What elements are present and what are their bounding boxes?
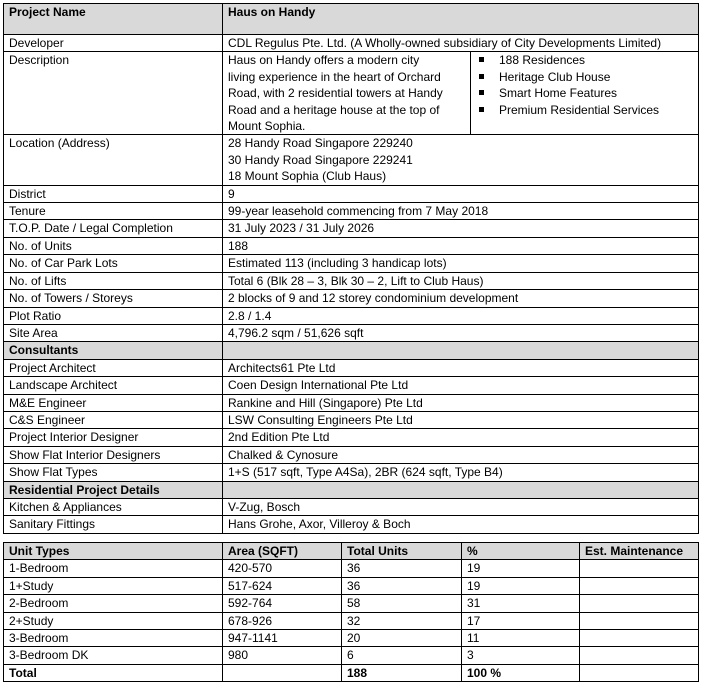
- detail-value: 2 blocks of 9 and 12 storey condominium development: [223, 290, 699, 307]
- description-line: living experience in the heart of Orchard: [228, 69, 441, 84]
- total-units-cell: 6: [342, 647, 462, 664]
- developer-row: [4, 35, 699, 52]
- area-cell: 678-926: [223, 612, 342, 629]
- consultant-row: [4, 446, 699, 463]
- consultant-value: Chalked & Cynosure: [223, 446, 699, 463]
- developer-value: CDL Regulus Pte. Ltd. (A Wholly-owned subsidiary of City Developments Limited): [223, 35, 699, 52]
- consultants-section-label: Consultants: [4, 342, 223, 359]
- detail-row: [4, 307, 699, 324]
- detail-row: [4, 185, 699, 202]
- location-row: [4, 135, 699, 185]
- percent-header: %: [462, 543, 580, 560]
- location-line: 30 Handy Road Singapore 229241: [228, 152, 413, 167]
- detail-value: Total 6 (Blk 28 – 3, Blk 30 – 2, Lift to Club Haus): [223, 272, 699, 289]
- consultant-value: Architects61 Pte Ltd: [223, 359, 699, 376]
- consultant-value: 2nd Edition Pte Ltd: [223, 429, 699, 446]
- percent-cell: 17: [462, 612, 580, 629]
- consultant-label: Show Flat Types: [4, 464, 223, 481]
- description-bullets: [470, 52, 698, 134]
- percent-cell: 3: [462, 647, 580, 664]
- bullet-item: Heritage Club House: [477, 69, 698, 85]
- residential-row: [4, 498, 699, 515]
- unit-type-cell: 2-Bedroom: [4, 595, 223, 612]
- consultant-row: [4, 411, 699, 428]
- detail-value: Estimated 113 (including 3 handicap lots): [223, 255, 699, 272]
- consultants-section-row: [4, 342, 699, 359]
- developer-label: Developer: [4, 35, 223, 52]
- consultant-value: 1+S (517 sqft, Type A4Sa), 2BR (624 sqft, Type B4): [223, 464, 699, 481]
- project-details-table: [3, 3, 699, 534]
- total-units-value: 188: [342, 664, 462, 681]
- detail-value: 188: [223, 237, 699, 254]
- area-cell: 980: [223, 647, 342, 664]
- table-row: [4, 595, 699, 612]
- maintenance-cell: [580, 612, 699, 629]
- total-units-cell: 36: [342, 560, 462, 577]
- maintenance-cell: [580, 560, 699, 577]
- maintenance-cell: [580, 595, 699, 612]
- project-name-row: [4, 4, 699, 35]
- consultant-row: [4, 429, 699, 446]
- percent-cell: 11: [462, 630, 580, 647]
- consultant-label: M&E Engineer: [4, 394, 223, 411]
- location-value: [223, 135, 699, 185]
- unit-types-header: Unit Types: [4, 543, 223, 560]
- residential-section-label: Residential Project Details: [4, 481, 223, 498]
- area-cell: 517-624: [223, 577, 342, 594]
- residential-row: [4, 516, 699, 533]
- unit-types-table: [3, 542, 699, 682]
- area-cell: 420-570: [223, 560, 342, 577]
- total-maintenance-cell: [580, 664, 699, 681]
- detail-row: [4, 290, 699, 307]
- detail-row: [4, 272, 699, 289]
- total-area-cell: [223, 664, 342, 681]
- consultant-label: Project Interior Designer: [4, 429, 223, 446]
- percent-cell: 19: [462, 560, 580, 577]
- table-row: [4, 630, 699, 647]
- residential-section-row: [4, 481, 699, 498]
- area-header: Area (SQFT): [223, 543, 342, 560]
- description-line: Mount Sophia.: [228, 119, 306, 134]
- maintenance-cell: [580, 577, 699, 594]
- area-cell: 947-1141: [223, 630, 342, 647]
- detail-row: [4, 255, 699, 272]
- table-row: [4, 577, 699, 594]
- residential-label: Kitchen & Appliances: [4, 498, 223, 515]
- total-units-cell: 58: [342, 595, 462, 612]
- total-row: [4, 664, 699, 681]
- total-units-cell: 32: [342, 612, 462, 629]
- residential-value: Hans Grohe, Axor, Villeroy & Boch: [223, 516, 699, 533]
- consultant-value: Rankine and Hill (Singapore) Pte Ltd: [223, 394, 699, 411]
- bullet-item: Smart Home Features: [477, 85, 698, 101]
- unit-type-cell: 1-Bedroom: [4, 560, 223, 577]
- maintenance-cell: [580, 647, 699, 664]
- project-name-value: Haus on Handy: [223, 4, 699, 35]
- total-units-cell: 20: [342, 630, 462, 647]
- residential-value: V-Zug, Bosch: [223, 498, 699, 515]
- bullet-item: 188 Residences: [477, 52, 698, 68]
- consultant-row: [4, 464, 699, 481]
- detail-value: 4,796.2 sqm / 51,626 sqft: [223, 324, 699, 341]
- total-label: Total: [4, 664, 223, 681]
- unit-type-cell: 3-Bedroom DK: [4, 647, 223, 664]
- percent-cell: 31: [462, 595, 580, 612]
- unit-type-cell: 2+Study: [4, 612, 223, 629]
- maintenance-header: Est. Maintenance: [580, 543, 699, 560]
- consultant-label: Project Architect: [4, 359, 223, 376]
- unit-type-cell: 3-Bedroom: [4, 630, 223, 647]
- bullet-item: Premium Residential Services: [477, 102, 698, 118]
- percent-cell: 19: [462, 577, 580, 594]
- description-line: Road, with 2 residential towers at Handy: [228, 86, 443, 101]
- detail-label: Tenure: [4, 203, 223, 220]
- consultant-row: [4, 359, 699, 376]
- description-line: Road and a heritage house at the top of: [228, 102, 440, 117]
- detail-label: No. of Lifts: [4, 272, 223, 289]
- detail-label: T.O.P. Date / Legal Completion: [4, 220, 223, 237]
- detail-row: [4, 237, 699, 254]
- detail-label: No. of Units: [4, 237, 223, 254]
- detail-value: 99-year leasehold commencing from 7 May 2018: [223, 203, 699, 220]
- location-line: 18 Mount Sophia (Club Haus): [228, 169, 387, 184]
- location-line: 28 Handy Road Singapore 229240: [228, 136, 413, 151]
- total-units-header: Total Units: [342, 543, 462, 560]
- consultant-value: LSW Consulting Engineers Pte Ltd: [223, 411, 699, 428]
- detail-row: [4, 203, 699, 220]
- description-text: [228, 52, 470, 134]
- unit-type-cell: 1+Study: [4, 577, 223, 594]
- detail-value: 31 July 2023 / 31 July 2026: [223, 220, 699, 237]
- detail-value: 9: [223, 185, 699, 202]
- total-units-cell: 36: [342, 577, 462, 594]
- consultant-row: [4, 377, 699, 394]
- detail-label: No. of Car Park Lots: [4, 255, 223, 272]
- consultant-label: C&S Engineer: [4, 411, 223, 428]
- table-row: [4, 612, 699, 629]
- consultant-row: [4, 394, 699, 411]
- location-label: Location (Address): [4, 135, 223, 185]
- detail-label: Site Area: [4, 324, 223, 341]
- consultant-label: Show Flat Interior Designers: [4, 446, 223, 463]
- consultant-value: Coen Design International Pte Ltd: [223, 377, 699, 394]
- description-value: [223, 52, 699, 135]
- description-label: Description: [4, 52, 223, 135]
- detail-value: 2.8 / 1.4: [223, 307, 699, 324]
- table-row: [4, 560, 699, 577]
- description-row: [4, 52, 699, 135]
- project-name-label: Project Name: [4, 4, 223, 35]
- detail-row: [4, 324, 699, 341]
- detail-row: [4, 220, 699, 237]
- detail-label: District: [4, 185, 223, 202]
- unit-types-header-row: [4, 543, 699, 560]
- detail-label: No. of Towers / Storeys: [4, 290, 223, 307]
- table-row: [4, 647, 699, 664]
- total-percent-value: 100 %: [462, 664, 580, 681]
- residential-label: Sanitary Fittings: [4, 516, 223, 533]
- maintenance-cell: [580, 630, 699, 647]
- area-cell: 592-764: [223, 595, 342, 612]
- description-line: Haus on Handy offers a modern city: [228, 53, 420, 68]
- detail-label: Plot Ratio: [4, 307, 223, 324]
- consultant-label: Landscape Architect: [4, 377, 223, 394]
